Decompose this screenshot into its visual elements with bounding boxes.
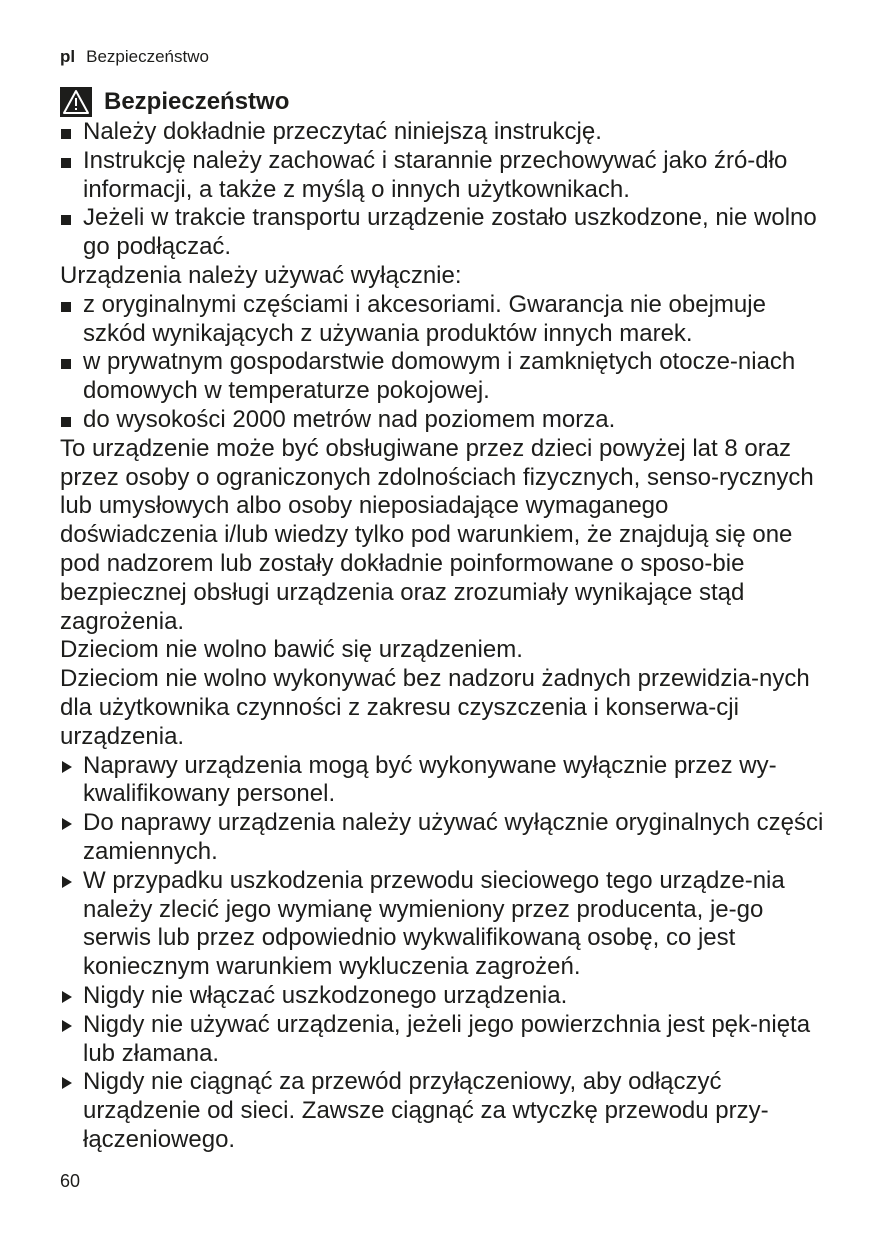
usage-heading: Urządzenia należy używać wyłącznie: xyxy=(60,261,462,289)
list-item: do wysokości 2000 metrów nad poziomem morza. xyxy=(60,406,825,435)
list-item: Należy dokładnie przeczytać niniejszą instrukcję. xyxy=(60,118,825,147)
paragraph: Dzieciom nie wolno bawić się urządzeniem. xyxy=(60,636,523,664)
language-code: pl xyxy=(60,47,76,66)
page-header xyxy=(60,47,209,67)
instruction-item: Naprawy urządzenia mogą być wykonywane wyłącznie przez wy-kwalifikowany personel. xyxy=(60,752,825,810)
instruction-item: Nigdy nie włączać uszkodzonego urządzenia. xyxy=(60,982,825,1011)
usage-list xyxy=(60,291,825,435)
list-item: z oryginalnymi częściami i akcesoriami. Gwarancja nie obejmuje szkód wynikających z używania produktów innych marek. xyxy=(60,291,825,349)
section-title xyxy=(60,86,825,118)
instruction-list xyxy=(60,752,825,1155)
instruction-item: W przypadku uszkodzenia przewodu sieciowego tego urządze-nia należy zlecić jego wymianę wymieniony przez producenta, je-go serwis lub przez odpowiednio wykwalifikowaną osobę, co jest koniecznym warunkiem wykluczenia zagrożeń. xyxy=(60,867,825,982)
paragraph: To urządzenie może być obsługiwane przez dzieci powyżej lat 8 oraz przez osoby o ograniczonych zdolnościach fizycznych, senso-rycznych lub umysłowych albo osoby nieposiadające wymaganego doświadczenia i/lub wiedzy tylko pod warunkiem, że znajdują się one pod nadzorem lub zostały dokładnie poinformowane o sposo-bie bezpiecznej obsługi urządzenia oraz zrozumiały wynikające stąd zagrożenia. xyxy=(60,434,814,635)
section-title-text: Bezpieczeństwo xyxy=(104,88,290,115)
list-item: Jeżeli w trakcie transportu urządzenie zostało uszkodzone, nie wolno go podłączać. xyxy=(60,204,825,262)
list-item: Instrukcję należy zachować i starannie przechowywać jako źró-dło informacji, a także z myślą o innych użytkownikach. xyxy=(60,147,825,205)
instruction-item: Nigdy nie ciągnąć za przewód przyłączeniowy, aby odłączyć urządzenie od sieci. Zawsze ciągnąć za wtyczkę przewodu przy-łączeniowego. xyxy=(60,1068,825,1154)
list-item: w prywatnym gospodarstwie domowym i zamkniętych otocze-niach domowych w temperaturze pokojowej. xyxy=(60,348,825,406)
document-body xyxy=(60,86,825,1155)
page-number: 60 xyxy=(60,1171,81,1191)
instruction-item: Do naprawy urządzenia należy używać wyłącznie oryginalnych części zamiennych. xyxy=(60,809,825,867)
section-name: Bezpieczeństwo xyxy=(86,47,209,66)
paragraph: Dzieciom nie wolno wykonywać bez nadzoru żadnych przewidzia-nych dla użytkownika czynności z zakresu czyszczenia i konserwa-cji urządzenia. xyxy=(60,665,810,750)
warning-triangle-icon xyxy=(60,87,92,117)
intro-list xyxy=(60,118,825,262)
instruction-item: Nigdy nie używać urządzenia, jeżeli jego powierzchnia jest pęk-nięta lub złamana. xyxy=(60,1011,825,1069)
